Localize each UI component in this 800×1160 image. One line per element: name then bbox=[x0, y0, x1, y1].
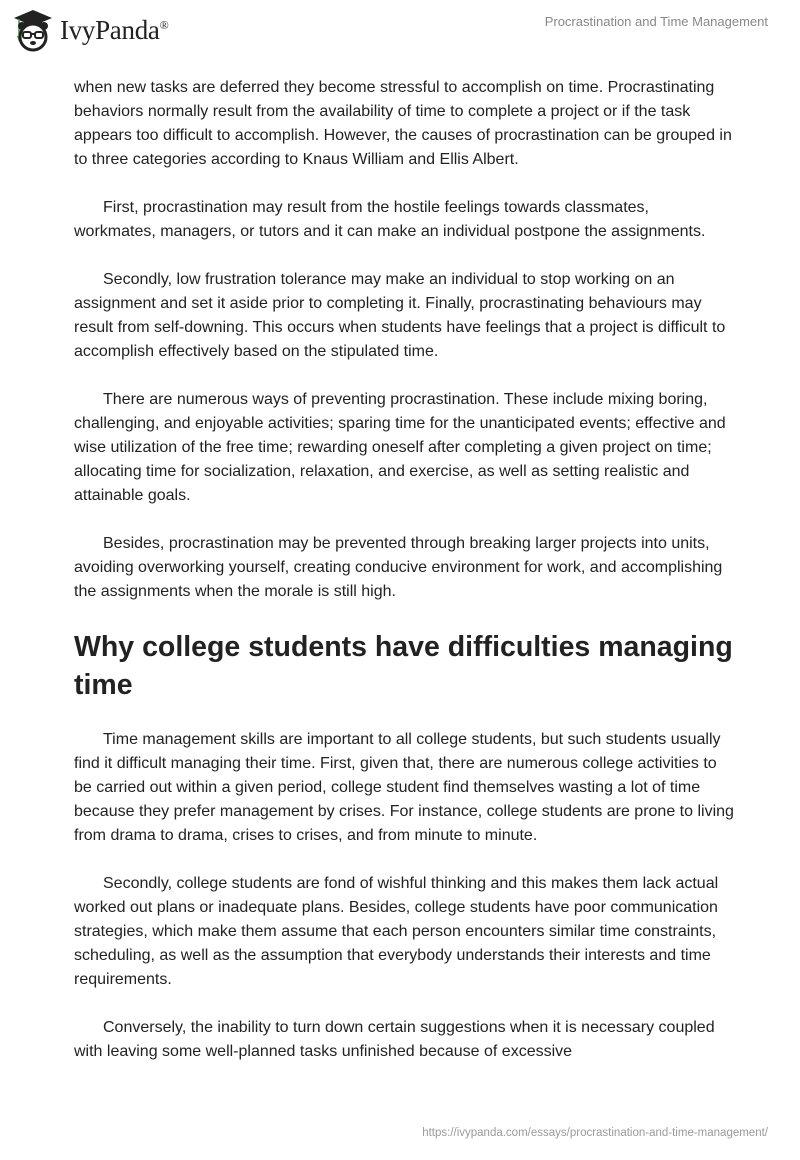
source-url[interactable]: https://ivypanda.com/essays/procrastination-and-time-management/ bbox=[422, 1127, 768, 1139]
page-header bbox=[0, 0, 800, 60]
panda-icon bbox=[12, 8, 54, 52]
paragraph: There are numerous ways of preventing procrastination. These include mixing boring, challenging, and enjoyable activities; sparing time for the unanticipated events; effective and wise utilization of the free time; rewarding oneself after completing a given project on time; allocating time for socialization, relaxation, and exercise, as well as setting realistic and attainable goals. bbox=[74, 391, 726, 504]
document-title: Procrastination and Time Management bbox=[544, 14, 768, 29]
paragraph: Secondly, college students are fond of wishful thinking and this makes them lack actual worked out plans or inadequate plans. Besides, college students have poor communication strategies, which make them assume that each person encounters similar time constraints, scheduling, as well as the assumption that everybody understands their interests and time requirements. bbox=[74, 875, 719, 988]
paragraph: when new tasks are deferred they become stressful to accomplish on time. Procrastinating behaviors normally result from the availability of time to complete a project or if the task appears too difficult to accomplish. However, the causes of procrastination can be grouped in to three categories according to Knaus William and Ellis Albert. bbox=[74, 79, 732, 168]
paragraph: First, procrastination may result from the hostile feelings towards classmates, workmates, managers, or tutors and it can make an individual postpone the assignments. bbox=[74, 199, 706, 240]
logo-text: IvyPanda® bbox=[60, 14, 169, 45]
section-heading: Why college students have difficulties managing time bbox=[74, 631, 733, 701]
essay-content bbox=[74, 76, 734, 1088]
paragraph: Besides, procrastination may be prevented through breaking larger projects into units, avoiding overworking yourself, creating conducive environment for work, and accomplishing the assignments when the morale is still high. bbox=[74, 535, 723, 600]
paragraph: Time management skills are important to all college students, but such students usually find it difficult managing their time. First, given that, there are numerous college activities to be carried out within a given period, college student find themselves wasting a lot of time because they prefer management by crises. For instance, college students are prone to living from drama to drama, crises to crises, and from minute to minute. bbox=[74, 731, 734, 844]
paragraph: Conversely, the inability to turn down certain suggestions when it is necessary coupled with leaving some well-planned tasks unfinished because of excessive bbox=[74, 1019, 715, 1060]
paragraph: Secondly, low frustration tolerance may make an individual to stop working on an assignment and set it aside prior to completing it. Finally, procrastinating behaviours may result from self-downing. This occurs when students have feelings that a project is difficult to accomplish effectively based on the stipulated time. bbox=[74, 271, 726, 360]
ivypanda-logo[interactable] bbox=[12, 8, 168, 52]
